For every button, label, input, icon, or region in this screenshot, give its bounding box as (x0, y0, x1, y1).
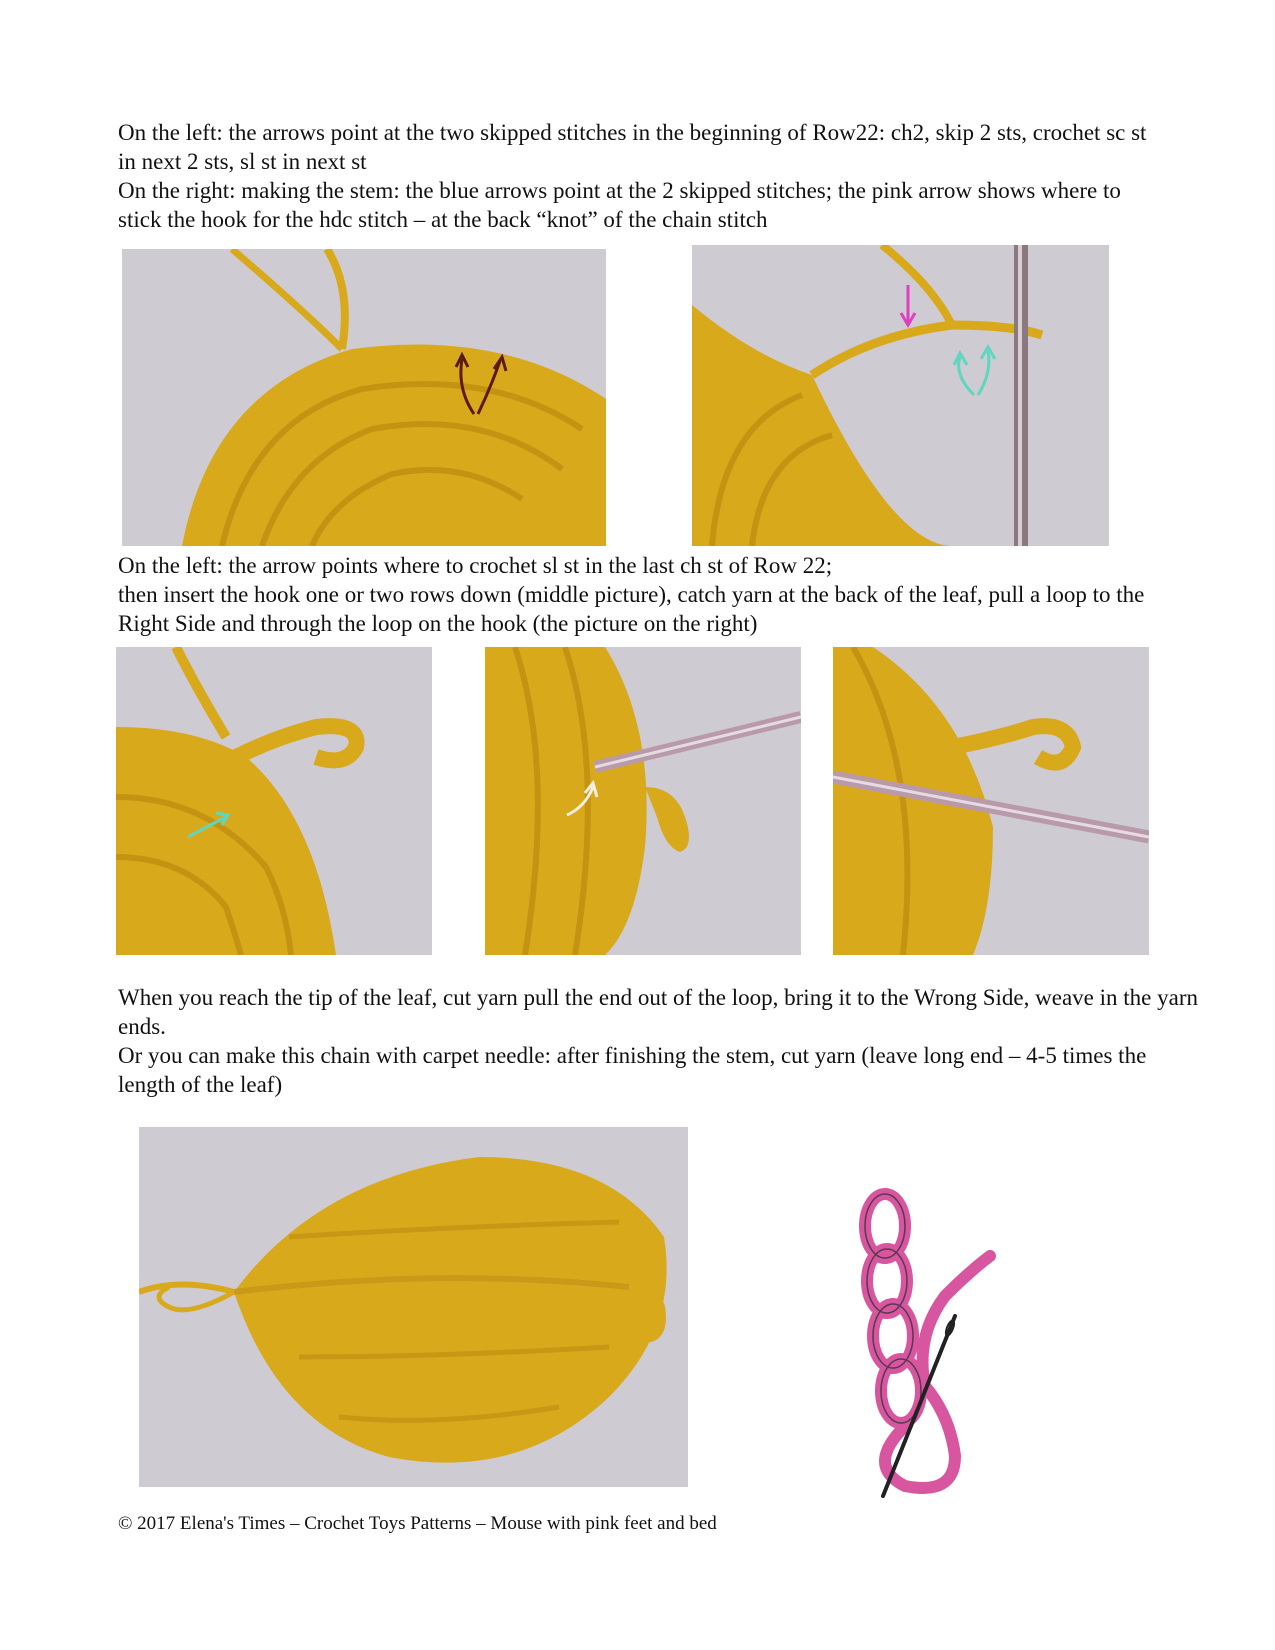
chain-stitch-diagram (805, 1186, 1015, 1526)
page-footer: © 2017 Elena's Times – Crochet Toys Patterns – Mouse with pink feet and bed (118, 1513, 717, 1534)
crochet-hook-icon (1014, 245, 1028, 546)
instruction-text: then insert the hook one or two rows down (middle picture), catch yarn at the back of the leaf, pull a loop to the Right Side and through the loop on the hook (the picture on the right) (118, 582, 1145, 636)
photo-loop-pulled (833, 647, 1149, 955)
instruction-text: When you reach the tip of the leaf, cut yarn pull the end out of the loop, bring it to the Wrong Side, weave in the yarn ends. (118, 985, 1198, 1039)
instruction-text: On the left: the arrows point at the two skipped stitches in the beginning of Row22: ch2, skip 2 sts, crochet sc st in next 2 sts, sl st in next st (118, 120, 1147, 174)
photo-finished-leaf (139, 1127, 688, 1487)
photo-leaf-sl-st (116, 647, 432, 955)
instruction-text: On the left: the arrow points where to crochet sl st in the last ch st of Row 22; (118, 553, 833, 578)
instruction-block-3 (118, 983, 1208, 1099)
instruction-block-1 (118, 118, 1168, 234)
instruction-block-2 (118, 551, 1168, 638)
photo-leaf-skipped-stitches (122, 249, 606, 546)
photo-hook-inserted (485, 647, 801, 955)
photo-stem-hook (692, 245, 1109, 546)
instruction-text: On the right: making the stem: the blue arrows point at the 2 skipped stitches; the pink arrow shows where to stick the hook for the hdc stitch – at the back “knot” of the chain stitch (118, 178, 1121, 232)
instruction-text: Or you can make this chain with carpet needle: after finishing the stem, cut yarn (leave long end – 4-5 times the length of the leaf) (118, 1043, 1147, 1097)
